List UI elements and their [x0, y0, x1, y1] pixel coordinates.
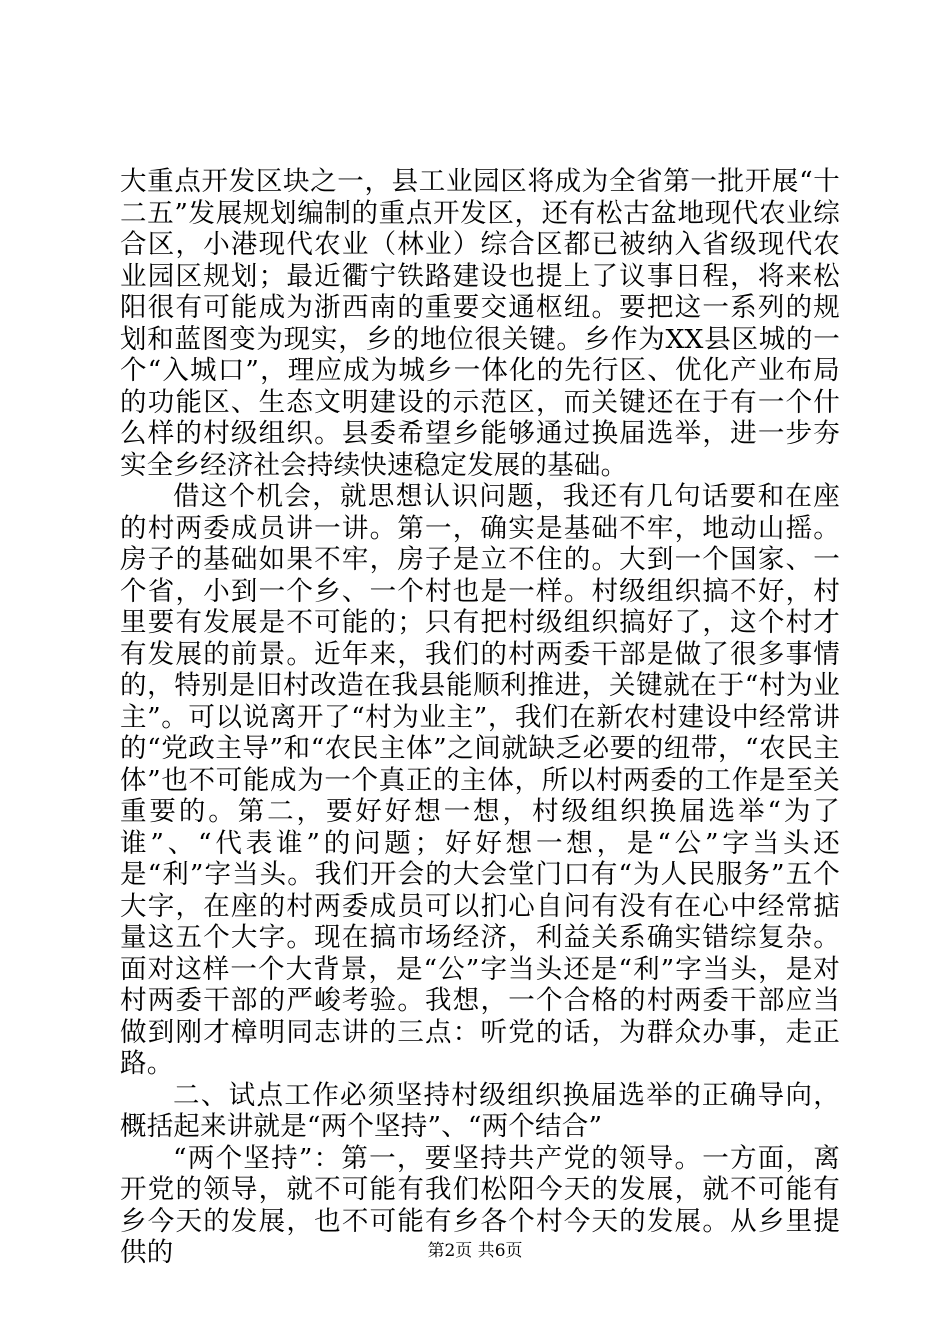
- paragraph-3-heading: 二、试点工作必须坚持村级组织换届选举的正确导向，概括起来讲就是“两个坚持”、“两个结合”: [120, 1079, 840, 1142]
- paragraph-4: “两个坚持”：第一，要坚持共产党的领导。一方面，离开党的领导，就不可能有我们松阳今天的发展，就不可能有乡今天的发展，也不可能有乡各个村今天的发展。从乡里提供的: [120, 1142, 840, 1268]
- page-number-footer: 第2页 共6页: [427, 1241, 523, 1261]
- document-body: [120, 166, 840, 1269]
- paragraph-2: 借这个机会，就思想认识问题，我还有几句话要和在座的村两委成员讲一讲。第一，确实是基础不牢，地动山摇。房子的基础如果不牢，房子是立不住的。大到一个国家、一个省，小到一个乡、一个村也是一样。村级组织搞不好，村里要有发展是不可能的；只有把村级组织搞好了，这个村才有发展的前景。近年来，我们的村两委干部是做了很多事情的，特别是旧村改造在我县能顺利推进，关键就在于“村为业主”。可以说离开了“村为业主”，我们在新农村建设中经常讲的“党政主导”和“农民主体”之间就缺乏必要的纽带，“农民主体”也不可能成为一个真正的主体，所以村两委的工作是至关重要的。第二，要好好想一想，村级组织换届选举“为了谁”、“代表谁”的问题；好好想一想，是“公”字当头还是“利”字当头。我们开会的大会堂门口有“为人民服务”五个大字，在座的村两委成员可以扪心自问有没有在心中经常掂量这五个大字。现在搞市场经济，利益关系确实错综复杂。面对这样一个大背景，是“公”字当头还是“利”字当头，是对村两委干部的严峻考验。我想，一个合格的村两委干部应当做到刚才樟明同志讲的三点：听党的话，为群众办事，走正路。: [120, 481, 840, 1079]
- paragraph-1: 大重点开发区块之一，县工业园区将成为全省第一批开展“十二五”发展规划编制的重点开发区，还有松古盆地现代农业综合区，小港现代农业（林业）综合区都已被纳入省级现代农业园区规划；最近衢宁铁路建设也提上了议事日程，将来松阳很有可能成为浙西南的重要交通枢纽。要把这一系列的规划和蓝图变为现实，乡的地位很关键。乡作为XX县区城的一个“入城口”，理应成为城乡一体化的先行区、优化产业布局的功能区、生态文明建设的示范区，而关键还在于有一个什么样的村级组织。县委希望乡能够通过换届选举，进一步夯实全乡经济社会持续快速稳定发展的基础。: [120, 166, 840, 481]
